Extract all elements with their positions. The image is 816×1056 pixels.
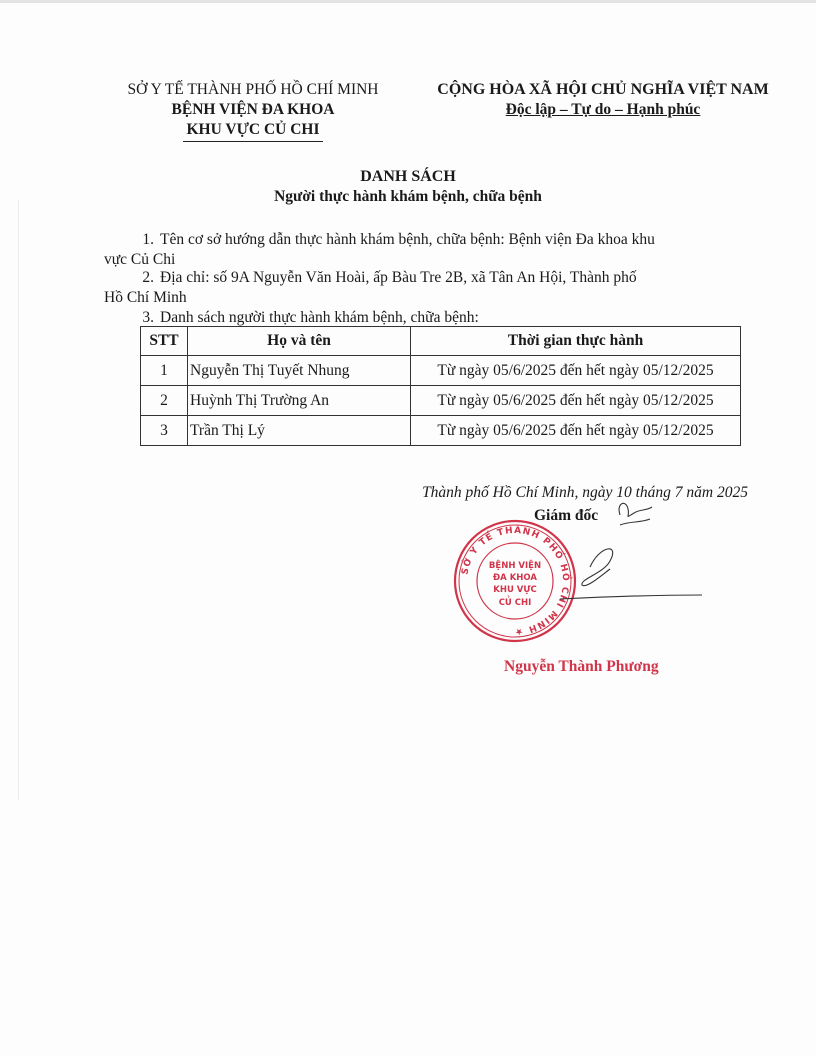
signer-role: Giám đốc: [534, 507, 599, 524]
table-row: [141, 356, 741, 386]
practitioner-table: [140, 326, 741, 446]
signer-name: Nguyễn Thành Phương: [504, 658, 659, 675]
row-name: Trần Thị Lý: [188, 416, 411, 446]
row-time: Từ ngày 05/6/2025 đến hết ngày 05/12/2025: [411, 386, 741, 416]
row-name: Nguyễn Thị Tuyết Nhung: [188, 356, 411, 386]
agency-line-3: KHU VỰC CỦ CHI: [186, 121, 320, 138]
agency-header: [112, 80, 394, 142]
svg-text:ĐA KHOA: ĐA KHOA: [493, 573, 537, 583]
document-subtitle: Người thực hành khám bệnh, chữa bệnh: [274, 188, 542, 205]
svg-text:BỆNH VIỆN: BỆNH VIỆN: [488, 561, 542, 571]
header-name: Họ và tên: [188, 327, 411, 356]
item-2-cont: Hồ Chí Minh: [104, 289, 187, 306]
item-2-text: Địa chỉ: số 9A Nguyễn Văn Hoài, ấp Bàu Tre 2B, xã Tân An Hội, Thành phố: [160, 269, 637, 286]
scan-left-edge: [18, 200, 19, 800]
item-3: [104, 308, 744, 328]
table-header-row: [141, 327, 741, 356]
handwritten-signature: [540, 495, 720, 615]
header-stt: STT: [141, 327, 188, 356]
agency-line-1: SỞ Y TẾ THÀNH PHỐ HỒ CHÍ MINH: [127, 81, 379, 98]
document-title: DANH SÁCH: [360, 168, 456, 185]
item-3-text: Danh sách người thực hành khám bệnh, chữa bệnh:: [160, 309, 479, 326]
national-motto: Độc lập – Tự do – Hạnh phúc: [505, 101, 701, 118]
item-1-text: Tên cơ sở hướng dẫn thực hành khám bệnh, chữa bệnh: Bệnh viện Đa khoa khu: [160, 231, 655, 248]
row-stt: 3: [141, 416, 188, 446]
agency-line-2: BỆNH VIỆN ĐA KHOA: [171, 101, 335, 118]
item-2: [104, 268, 744, 308]
header-time: Thời gian thực hành: [411, 327, 741, 356]
scan-top-edge: [0, 0, 816, 3]
item-1-number: 1.: [142, 231, 154, 248]
table-row: [141, 416, 741, 446]
item-3-number: 3.: [142, 309, 154, 326]
national-title: CỘNG HÒA XÃ HỘI CHỦ NGHĨA VIỆT NAM: [437, 81, 769, 98]
svg-text:CỦ CHI: CỦ CHI: [498, 598, 532, 608]
row-stt: 1: [141, 356, 188, 386]
table-row: [141, 386, 741, 416]
item-2-number: 2.: [142, 269, 154, 286]
row-time: Từ ngày 05/6/2025 đến hết ngày 05/12/2025: [411, 416, 741, 446]
svg-text:KHU VỰC: KHU VỰC: [493, 585, 537, 595]
signing-date: Thành phố Hồ Chí Minh, ngày 10 tháng 7 năm 2025: [422, 484, 748, 501]
row-stt: 2: [141, 386, 188, 416]
agency-underline: [183, 141, 323, 142]
row-name: Huỳnh Thị Trường An: [188, 386, 411, 416]
item-1-cont: vực Củ Chi: [104, 251, 176, 268]
row-time: Từ ngày 05/6/2025 đến hết ngày 05/12/2025: [411, 356, 741, 386]
national-header: [418, 80, 788, 120]
item-1: [104, 230, 744, 270]
svg-text:SỞ Y TẾ THÀNH PHỐ HỒ CHÍ MINH: SỞ Y TẾ THÀNH PHỐ HỒ CHÍ MINH ★: [460, 525, 571, 637]
